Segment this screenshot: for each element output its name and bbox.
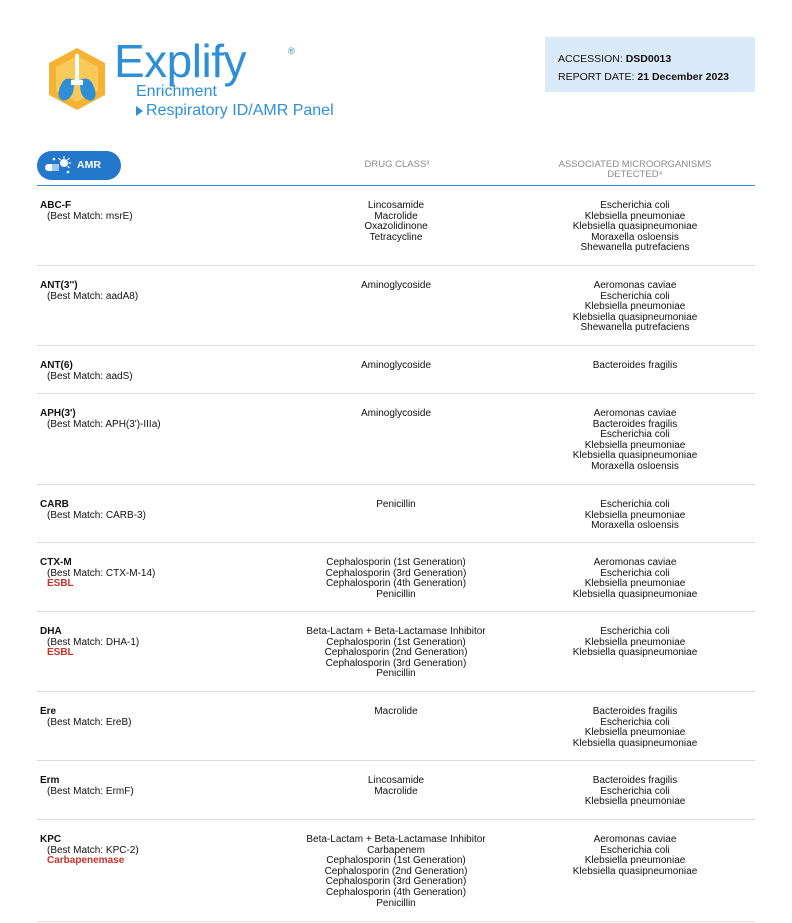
microorganism: Aeromonas caviae — [593, 280, 677, 291]
microorganisms-cell — [535, 558, 735, 600]
accession-label: ACCESSION: — [558, 53, 623, 65]
microorganism: Klebsiella pneumoniae — [584, 439, 686, 451]
microorganism: Aeromonas caviae — [593, 408, 677, 419]
microorganism: Klebsiella pneumoniae — [584, 855, 686, 867]
panel-label: Respiratory ID/AMR Panel — [146, 102, 334, 119]
triangle-right-icon — [136, 106, 143, 116]
gene-name: ANT(3'') — [40, 280, 78, 291]
drug-class-header: DRUG CLASS³ — [364, 159, 430, 170]
drug-class: Cephalosporin (1st Generation) — [326, 855, 466, 867]
drug-class-cell — [281, 361, 511, 372]
drug-class: Cephalosporin (1st Generation) — [326, 557, 466, 568]
gene-cell — [40, 201, 270, 222]
drug-class: Penicillin — [376, 668, 416, 680]
microorganism: Klebsiella pneumoniae — [584, 509, 686, 521]
gene-name: ANT(6) — [40, 360, 73, 371]
table-row — [37, 346, 755, 394]
report-date-line — [558, 68, 755, 86]
drug-class: Lincosamide — [367, 775, 425, 786]
table-row — [37, 612, 755, 692]
brand-name: Explify — [114, 35, 246, 87]
drug-class: Penicillin — [376, 499, 416, 510]
drug-class: Aminoglycoside — [360, 280, 432, 291]
microorganism: Klebsiella pneumoniae — [584, 796, 686, 808]
microorganism: Escherichia coli — [600, 499, 670, 510]
drug-class: Macrolide — [374, 785, 418, 797]
microorganism: Klebsiella pneumoniae — [584, 578, 686, 590]
microorganism: Moraxella osloensis — [591, 460, 679, 472]
microorganism: Bacteroides fragilis — [592, 706, 678, 717]
microorganisms-cell — [535, 627, 735, 659]
gene-name: Ere — [40, 706, 57, 717]
table-row — [37, 543, 755, 612]
gene-name: ABC-F — [40, 200, 72, 211]
microorganisms-cell — [535, 776, 735, 808]
amr-table-body — [37, 186, 755, 922]
table-row — [37, 485, 755, 543]
gene-cell — [40, 281, 270, 302]
drug-class: Penicillin — [376, 897, 416, 909]
brand-subtitle: Enrichment — [136, 83, 217, 100]
drug-class-cell — [281, 281, 511, 292]
microorganism: Aeromonas caviae — [593, 834, 677, 845]
microorganism: Bacteroides fragilis — [592, 418, 678, 430]
microorganism: Klebsiella pneumoniae — [584, 301, 686, 313]
microorganism: Escherichia coli — [600, 290, 670, 302]
resistance-flag: Carbapenemase — [47, 855, 125, 867]
microorganism: Klebsiella pneumoniae — [584, 636, 686, 648]
gene-cell — [40, 500, 270, 521]
microorganism: Escherichia coli — [600, 844, 670, 856]
gene-cell — [40, 558, 270, 590]
drug-class: Beta-Lactam + Beta-Lactamase Inhibitor — [306, 834, 486, 845]
best-match: (Best Match: DHA-1) — [47, 636, 140, 648]
microorganism: Klebsiella quasipneumoniae — [572, 588, 698, 600]
microorganism: Aeromonas caviae — [593, 557, 677, 568]
microorganisms-header: ASSOCIATED MICROORGANISMS DETECTED⁴ — [558, 159, 712, 180]
microorganism: Shewanella putrefaciens — [580, 242, 690, 254]
drug-class-cell — [281, 558, 511, 600]
microorganism: Escherichia coli — [600, 626, 670, 637]
accession-value: DSD0013 — [625, 53, 672, 65]
table-row — [37, 186, 755, 266]
microorganisms-cell — [535, 500, 735, 532]
gene-cell — [40, 627, 270, 659]
microorganism: Shewanella putrefaciens — [580, 322, 690, 334]
best-match: (Best Match: aadA8) — [47, 290, 139, 302]
drug-class: Aminoglycoside — [360, 360, 432, 371]
microorganism: Moraxella osloensis — [591, 231, 679, 243]
microorganism: Klebsiella quasipneumoniae — [572, 647, 698, 659]
gene-cell — [40, 835, 270, 867]
microorganism: Klebsiella quasipneumoniae — [572, 737, 698, 749]
best-match: (Best Match: KPC-2) — [47, 844, 139, 856]
drug-class: Cephalosporin (2nd Generation) — [324, 647, 468, 659]
table-row — [37, 761, 755, 820]
resistance-flag: ESBL — [47, 578, 74, 590]
report-date-value: 21 December 2023 — [637, 71, 730, 83]
best-match: (Best Match: aadS) — [47, 370, 133, 382]
gene-cell — [40, 361, 270, 382]
microorganism: Bacteroides fragilis — [592, 775, 678, 786]
drug-class: Beta-Lactam + Beta-Lactamase Inhibitor — [306, 626, 486, 637]
report-date-label: REPORT DATE: — [558, 71, 635, 83]
resistance-flag: ESBL — [47, 647, 74, 659]
gene-name: CTX-M — [40, 557, 72, 568]
lungs-hexagon-icon — [44, 46, 110, 112]
microorganism: Klebsiella quasipneumoniae — [572, 865, 698, 877]
table-row — [37, 820, 755, 922]
microorganisms-cell — [535, 835, 735, 877]
drug-class: Penicillin — [376, 588, 416, 600]
microorganism: Klebsiella pneumoniae — [584, 727, 686, 739]
drug-class: Cephalosporin (1st Generation) — [326, 636, 466, 648]
best-match: (Best Match: CARB-3) — [47, 509, 146, 521]
drug-class: Lincosamide — [367, 200, 425, 211]
drug-class-cell — [281, 409, 511, 420]
microorganism: Klebsiella pneumoniae — [584, 210, 686, 222]
microorganism: Moraxella osloensis — [591, 520, 679, 532]
gene-name: APH(3') — [40, 408, 76, 419]
microorganism: Escherichia coli — [600, 785, 670, 797]
microorganisms-cell — [535, 361, 735, 372]
drug-class: Cephalosporin (4th Generation) — [325, 886, 467, 898]
drug-class: Aminoglycoside — [360, 408, 432, 419]
microorganism: Klebsiella quasipneumoniae — [572, 221, 698, 233]
gene-name: CARB — [40, 499, 69, 510]
explify-logo — [44, 35, 334, 128]
drug-class-cell — [281, 201, 511, 243]
drug-class: Oxazolidinone — [364, 221, 428, 233]
microorganisms-cell — [535, 281, 735, 334]
drug-class: Macrolide — [374, 706, 418, 717]
drug-class: Cephalosporin (2nd Generation) — [324, 865, 468, 877]
microorganisms-cell — [535, 409, 735, 473]
gene-name: KPC — [40, 834, 62, 845]
gene-cell — [40, 409, 270, 430]
drug-class-cell — [281, 627, 511, 680]
drug-class: Tetracycline — [369, 231, 423, 243]
microorganism: Escherichia coli — [600, 716, 670, 728]
microorganisms-cell — [535, 201, 735, 254]
best-match: (Best Match: msrE) — [47, 210, 133, 222]
table-row — [37, 692, 755, 761]
table-row — [37, 266, 755, 346]
accession-box — [545, 37, 755, 92]
microorganism: Escherichia coli — [600, 200, 670, 211]
microorganism: Escherichia coli — [600, 429, 670, 441]
gene-cell — [40, 707, 270, 728]
drug-class: Carbapenem — [367, 844, 425, 856]
best-match: (Best Match: ErmF) — [47, 785, 134, 797]
registered-mark: ® — [288, 46, 295, 56]
microorganism: Klebsiella quasipneumoniae — [572, 450, 698, 462]
microorganism: Klebsiella quasipneumoniae — [572, 311, 698, 323]
drug-class: Cephalosporin (3rd Generation) — [325, 567, 467, 579]
microorganisms-cell — [535, 707, 735, 749]
best-match: (Best Match: EreB) — [47, 716, 132, 728]
drug-class: Macrolide — [374, 210, 418, 222]
gene-name: Erm — [40, 775, 60, 786]
amr-section-badge — [37, 151, 121, 180]
microorganism: Escherichia coli — [600, 567, 670, 579]
amr-label: AMR — [77, 159, 101, 171]
table-row — [37, 394, 755, 485]
best-match: (Best Match: CTX-M-14) — [47, 567, 156, 579]
microorganism: Bacteroides fragilis — [592, 360, 678, 371]
drug-class: Cephalosporin (4th Generation) — [325, 578, 467, 590]
gene-cell — [40, 776, 270, 797]
drug-class: Cephalosporin (3rd Generation) — [325, 876, 467, 888]
drug-class: Cephalosporin (3rd Generation) — [325, 657, 467, 669]
drug-class-cell — [281, 835, 511, 909]
brand-panel — [136, 102, 334, 120]
accession-line — [558, 50, 755, 68]
gene-name: DHA — [40, 626, 62, 637]
report-header — [0, 0, 792, 150]
drug-class-cell — [281, 776, 511, 797]
drug-class-cell — [281, 707, 511, 718]
best-match: (Best Match: APH(3')-IIIa) — [47, 418, 161, 430]
table-header — [37, 150, 755, 186]
drug-class-cell — [281, 500, 511, 511]
pill-bacteria-icon — [43, 155, 73, 176]
